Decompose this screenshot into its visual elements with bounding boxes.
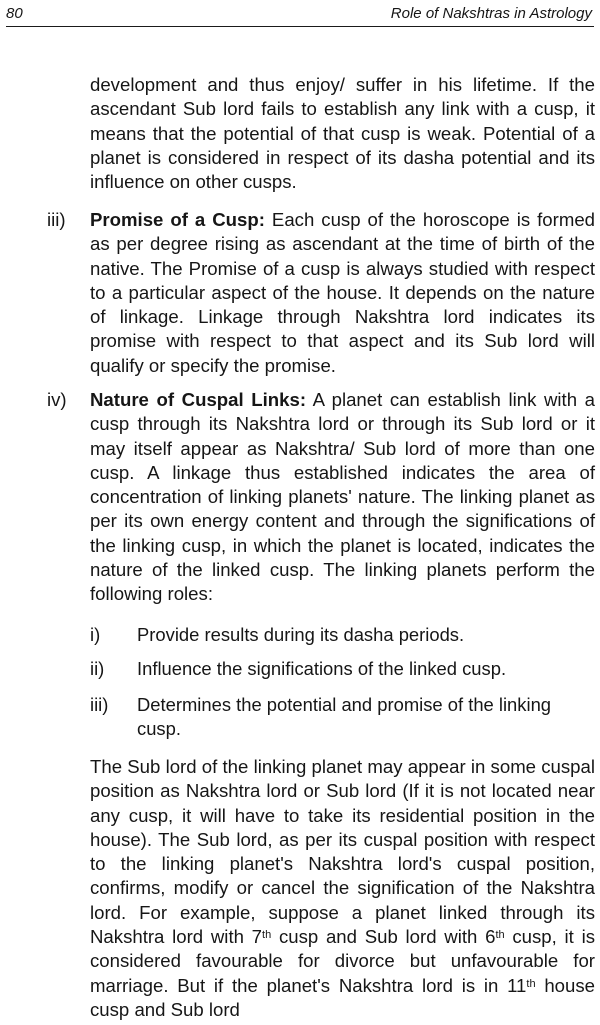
intro-paragraph: development and thus enjoy/ suffer in his lifetime. If the ascendant Sub lord fails to establish any link with a cusp, it means that the potential of that cusp is weak. Potential of a planet is considered in respect of its dasha potential and its influence on other cusps. bbox=[90, 74, 595, 193]
role-2-label: ii) bbox=[90, 658, 105, 679]
superscript-th-3: th bbox=[526, 977, 536, 990]
closing-paragraph bbox=[90, 755, 595, 1022]
closing-text-3: cusp, it is considered favourable for divorce but unfavourable for marriage. But if the planet's Nakshtra lord is in 11 bbox=[90, 926, 596, 996]
role-1-label: i) bbox=[90, 624, 101, 645]
running-title: Role of Nakshtras in Astrology bbox=[390, 5, 592, 22]
item-iii-text: Each cusp of the horoscope is formed as per degree rising as ascendant at the time of birth of the native. The Promise of a cusp is always studied with respect to a particular aspect of the house. It depends on the nature of linkage. Linkage through Nakshtra lord indicates its promise with respect to that aspect and its Sub lord will qualify or specify the promise. bbox=[90, 209, 595, 376]
item-iii-label: iii) bbox=[47, 209, 66, 230]
role-3-text: Determines the potential and promise of the linking cusp. bbox=[137, 694, 552, 739]
item-iv-label: iv) bbox=[47, 389, 67, 410]
closing-text-2: cusp and Sub lord with 6 bbox=[271, 926, 496, 948]
role-3-label: iii) bbox=[90, 694, 109, 715]
closing-text-1: The Sub lord of the linking planet may appear in some cuspal position as Nakshtra lord or Sub lord (If it is not located near any cusp, it will have to take its residential position in the house). The Sub lord, as per its cuspal position with respect to the linking planet's Nakshtra lord's cuspal position, confirms, modify or cancel the signification of the Nakshtra lord. For example, suppose a planet linked through its Nakshtra lord with 7 bbox=[90, 756, 595, 948]
item-iii-heading: Promise of a Cusp: bbox=[90, 209, 265, 230]
item-iv-heading: Nature of Cuspal Links: bbox=[90, 389, 307, 410]
item-iv-paragraph bbox=[90, 388, 595, 607]
superscript-th-2: th bbox=[495, 929, 505, 942]
role-2-text: Influence the significations of the linked cusp. bbox=[137, 658, 507, 679]
superscript-th-1: th bbox=[262, 929, 272, 942]
item-iii-paragraph bbox=[90, 208, 595, 378]
page-header bbox=[6, 4, 594, 27]
closing-text-4: house cusp and Sub lord bbox=[90, 974, 595, 1020]
item-iv-text: A planet can establish link with a cusp through its Nakshtra lord or through its Sub lord or it may itself appear as Nakshtra/ Sub lord of more than one cusp. A linkage thus established indicates the area of concentration of linking planets' nature. The linking planet as per its own energy content and through the significations of the linking cusp, in which the planet is located, indicates the nature of the linked cusp. The linking planets perform the following roles: bbox=[90, 389, 595, 605]
page-number: 80 bbox=[6, 5, 23, 22]
role-1-text: Provide results during its dasha periods. bbox=[137, 624, 465, 645]
